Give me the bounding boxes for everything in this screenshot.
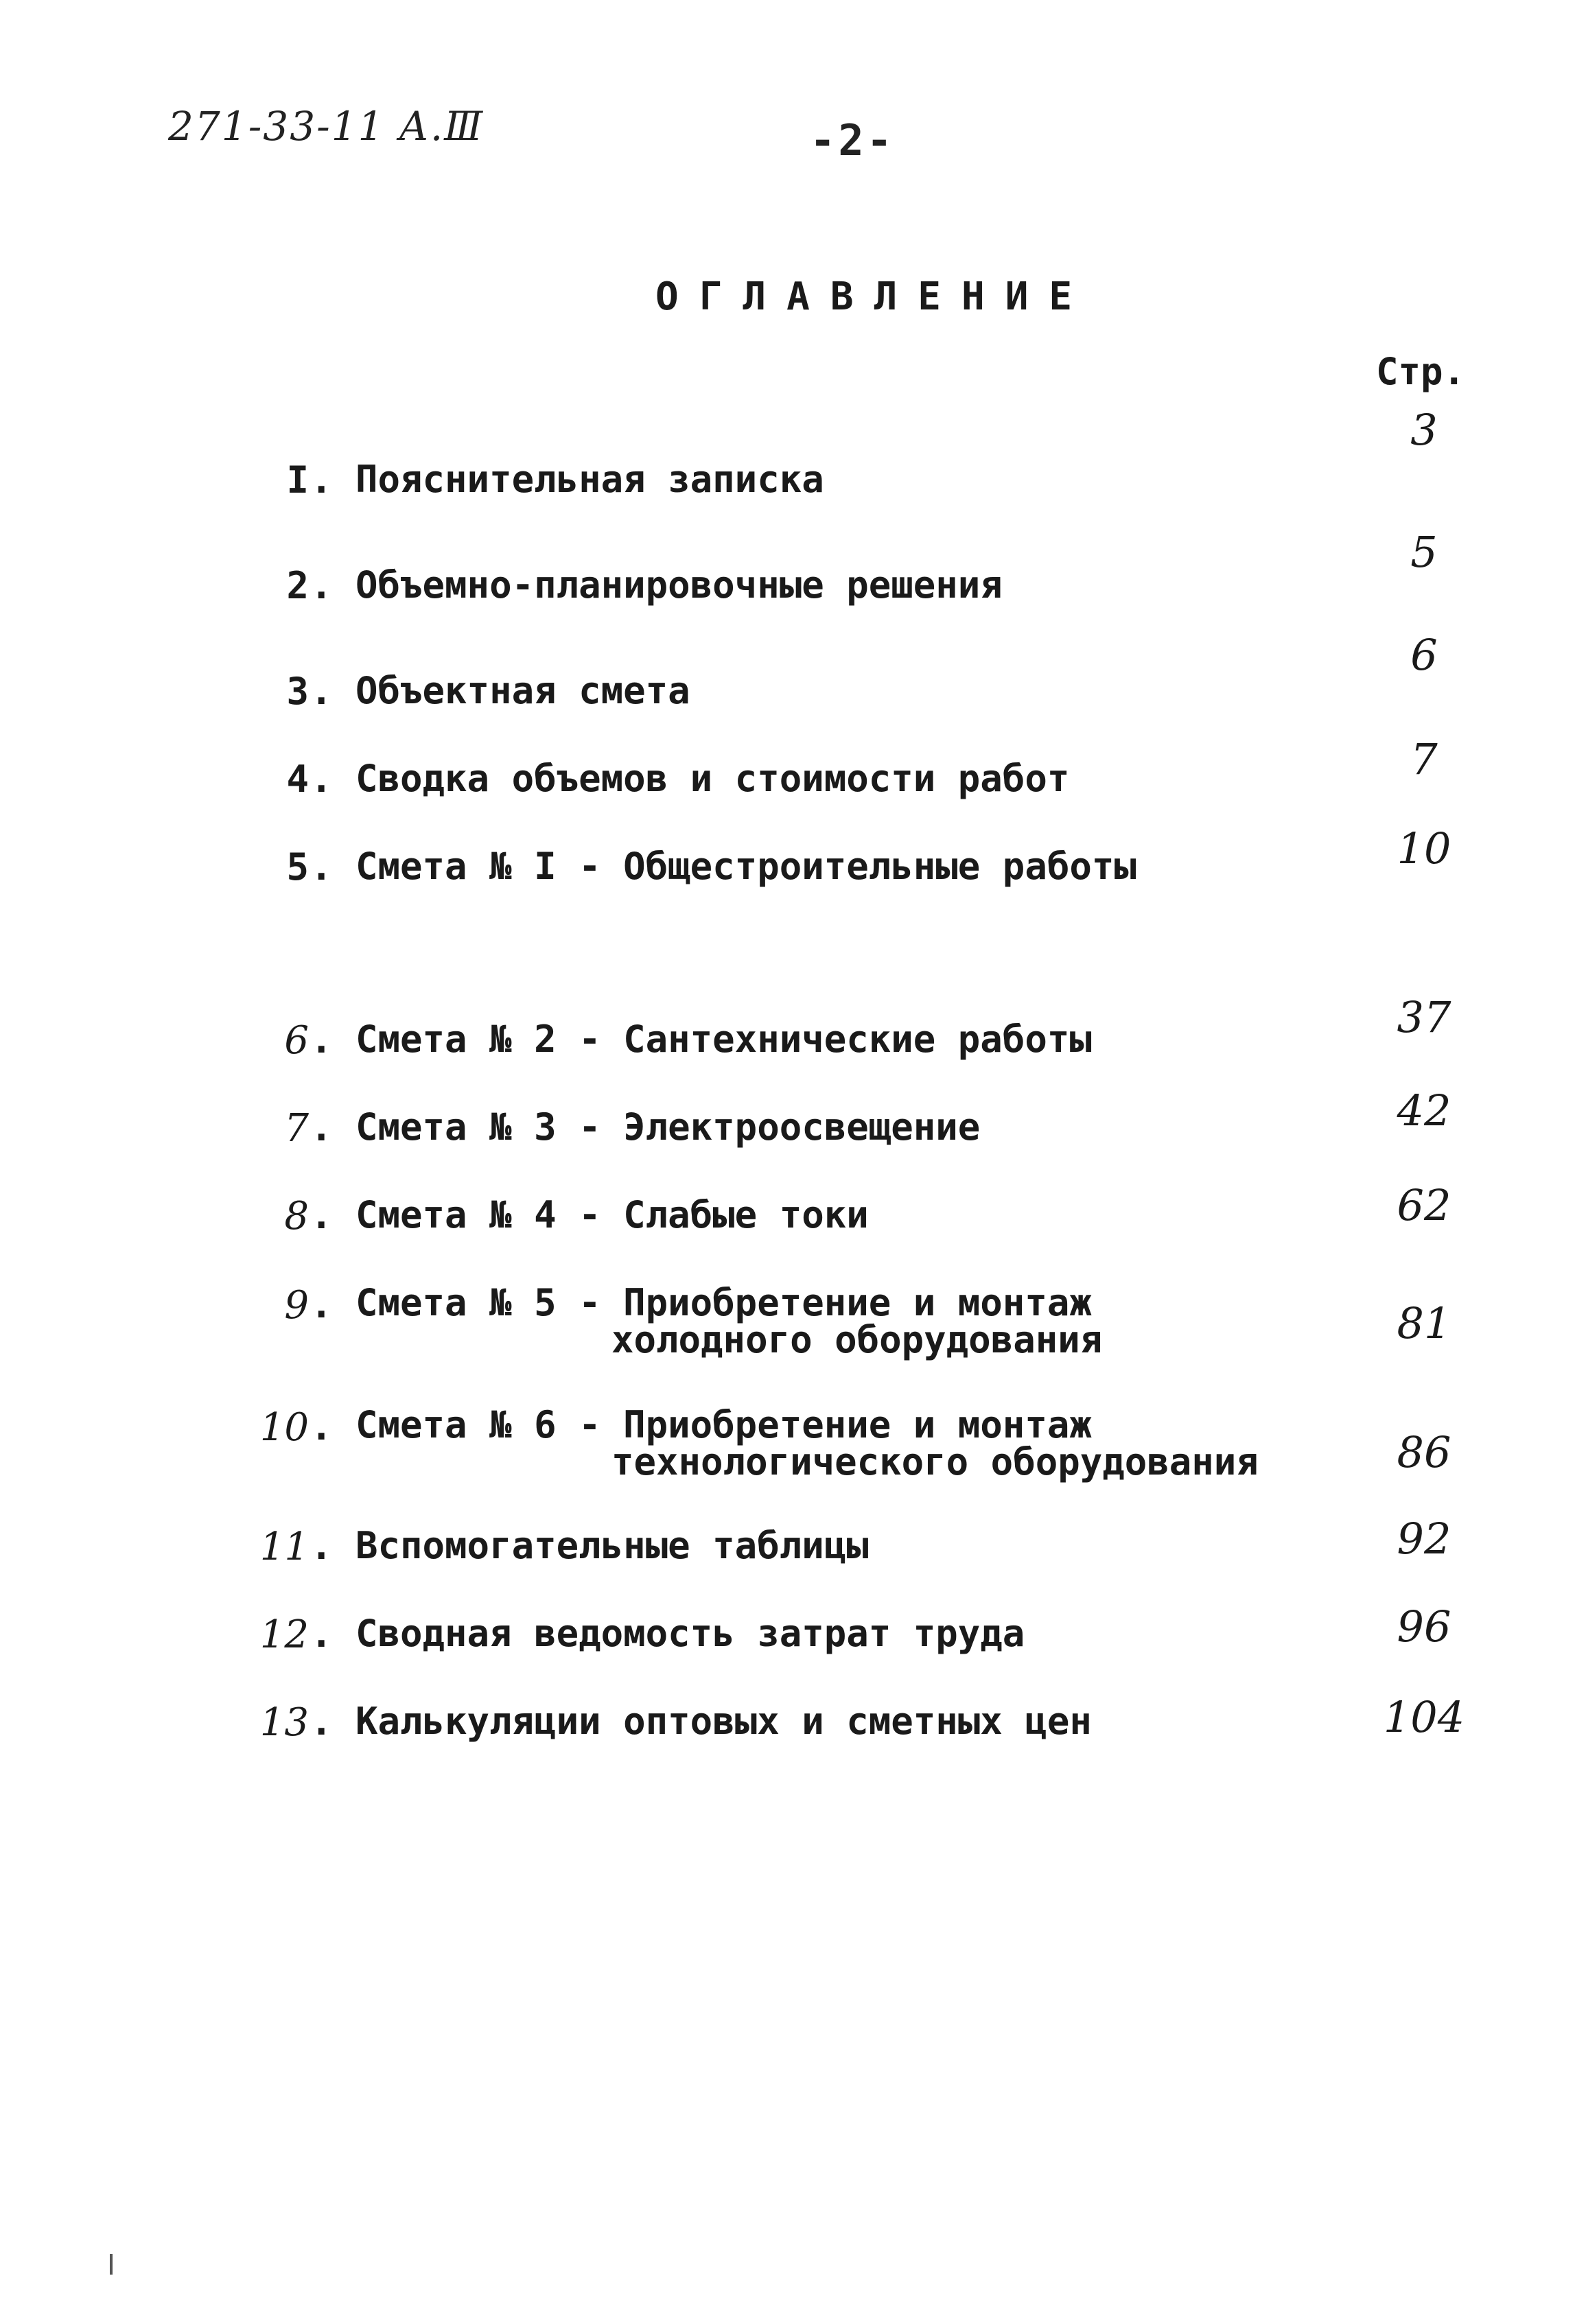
entry-title: Смета № I - Общестроительные работы <box>355 845 1136 888</box>
entry-number: 12 <box>259 1612 309 1657</box>
entry-title: Сводная ведомость затрат труда <box>355 1612 1025 1655</box>
entry-title <box>355 1403 1259 1483</box>
entry-dot: . <box>310 1018 333 1061</box>
entry-page: 42 <box>1397 1085 1451 1136</box>
entry-title-line-1: Смета № 5 - Приобретение и монтаж <box>355 1281 1092 1324</box>
entry-page: 96 <box>1397 1601 1451 1652</box>
entry-number: 4 <box>286 758 309 801</box>
entry-dot: . <box>310 564 333 607</box>
entry-page: 5 <box>1410 527 1438 577</box>
entry-title: Калькуляции оптовых и сметных цен <box>355 1700 1092 1743</box>
entry-number: 7 <box>284 1106 309 1151</box>
page-column-header: Стр. <box>1376 350 1466 393</box>
entry-dot: . <box>310 670 333 713</box>
entry-number: 9 <box>284 1283 309 1328</box>
entry-page: 62 <box>1397 1180 1451 1230</box>
entry-page: 3 <box>1410 405 1438 455</box>
entry-dot: . <box>310 1525 333 1568</box>
entry-title: Смета № 3 - Электроосвещение <box>355 1105 981 1149</box>
toc-title: ОГЛАВЛЕНИЕ <box>655 274 1093 319</box>
entry-dot: . <box>310 1612 333 1656</box>
entry-number: 3 <box>286 670 309 713</box>
entry-number: 13 <box>259 1700 309 1745</box>
entry-page: 10 <box>1397 823 1451 873</box>
entry-number: 8 <box>284 1194 309 1239</box>
entry-dot: . <box>310 845 333 889</box>
entry-number: 2 <box>286 564 309 607</box>
entry-dot: . <box>310 758 333 801</box>
entry-title-line-1: Смета № 6 - Приобретение и монтаж <box>355 1403 1092 1446</box>
entry-page: 6 <box>1410 630 1438 680</box>
entry-title: Смета № 2 - Сантехнические работы <box>355 1018 1092 1061</box>
entry-number: I <box>286 458 309 502</box>
entry-page: 81 <box>1397 1298 1451 1348</box>
entry-dot: . <box>310 1405 333 1448</box>
entry-title-line-2: технологического оборудования <box>611 1440 1259 1483</box>
entry-title-line-2: холодного оборудования <box>611 1318 1103 1361</box>
entry-dot: . <box>310 1106 333 1149</box>
entry-page: 86 <box>1397 1427 1451 1477</box>
entry-dot: . <box>310 1283 333 1326</box>
entry-page: 92 <box>1397 1514 1451 1564</box>
entry-page: 37 <box>1397 992 1451 1042</box>
entry-number: 6 <box>284 1018 309 1063</box>
document-code: 271-33-11 А.Ⅲ <box>168 103 485 150</box>
entry-title <box>355 1281 1103 1361</box>
entry-number: 10 <box>259 1405 309 1450</box>
entry-title: Сводка объемов и стоимости работ <box>355 757 1070 800</box>
entry-title: Объектная смета <box>355 669 690 712</box>
entry-title: Объемно-планировочные решения <box>355 563 1003 607</box>
entry-dot: . <box>310 458 333 502</box>
page-number: -2- <box>810 115 895 165</box>
entry-title: Вспомогательные таблицы <box>355 1524 869 1567</box>
entry-dot: . <box>310 1194 333 1237</box>
entry-number: 11 <box>259 1525 309 1569</box>
entry-page: 7 <box>1410 734 1438 784</box>
entry-title: Смета № 4 - Слабые токи <box>355 1193 869 1236</box>
entry-dot: . <box>310 1700 333 1744</box>
entry-title: Пояснительная записка <box>355 458 824 501</box>
entry-page: 104 <box>1383 1692 1465 1742</box>
entry-number: 5 <box>286 845 309 889</box>
scan-margin-mark <box>110 2254 113 2275</box>
